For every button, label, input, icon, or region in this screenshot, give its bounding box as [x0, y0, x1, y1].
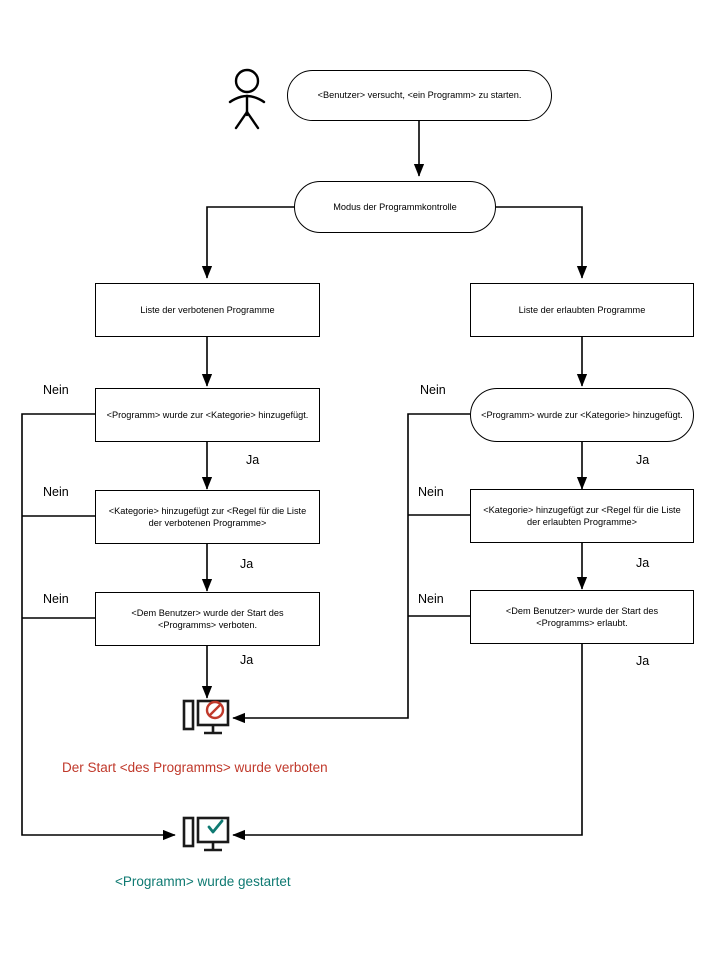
edge-label-nein-right-3: Nein [418, 592, 444, 606]
edge-label-nein-right-2: Nein [418, 485, 444, 499]
edge-label-ja-left-2: Ja [240, 557, 254, 571]
monitor-check-icon [182, 815, 232, 857]
edge-label-ja-left-1: Ja [246, 453, 260, 467]
caption-denied: Der Start <des Programms> wurde verboten [62, 760, 328, 775]
node-denied-list: Liste der verbotenen Programme [95, 283, 320, 337]
caption-allowed: <Programm> wurde gestartet [115, 874, 291, 889]
edge-label-nein-right-1: Nein [420, 383, 446, 397]
node-start: <Benutzer> versucht, <ein Programm> zu starten. [287, 70, 552, 121]
node-right-user: <Dem Benutzer> wurde der Start des <Programms> erlaubt. [470, 590, 694, 644]
node-allowed-list: Liste der erlaubten Programme [470, 283, 694, 337]
node-left-rule: <Kategorie> hinzugefügt zur <Regel für die Liste der verbotenen Programme> [95, 490, 320, 544]
monitor-blocked-icon [182, 698, 232, 740]
node-mode: Modus der Programmkontrolle [294, 181, 496, 233]
node-right-rule: <Kategorie> hinzugefügt zur <Regel für die Liste der erlaubten Programme> [470, 489, 694, 543]
edge-label-nein-left-3: Nein [43, 592, 69, 606]
node-left-category: <Programm> wurde zur <Kategorie> hinzugefügt. [95, 388, 320, 442]
edge-label-ja-right-2: Ja [636, 556, 650, 570]
edge-label-nein-left-2: Nein [43, 485, 69, 499]
edge-label-ja-left-3: Ja [240, 653, 254, 667]
user-actor-icon [218, 68, 276, 132]
edge-label-ja-right-3: Ja [636, 654, 650, 668]
node-right-category: <Programm> wurde zur <Kategorie> hinzugefügt. [470, 388, 694, 442]
node-left-user: <Dem Benutzer> wurde der Start des <Programms> verboten. [95, 592, 320, 646]
edge-label-ja-right-1: Ja [636, 453, 650, 467]
edge-label-nein-left-1: Nein [43, 383, 69, 397]
